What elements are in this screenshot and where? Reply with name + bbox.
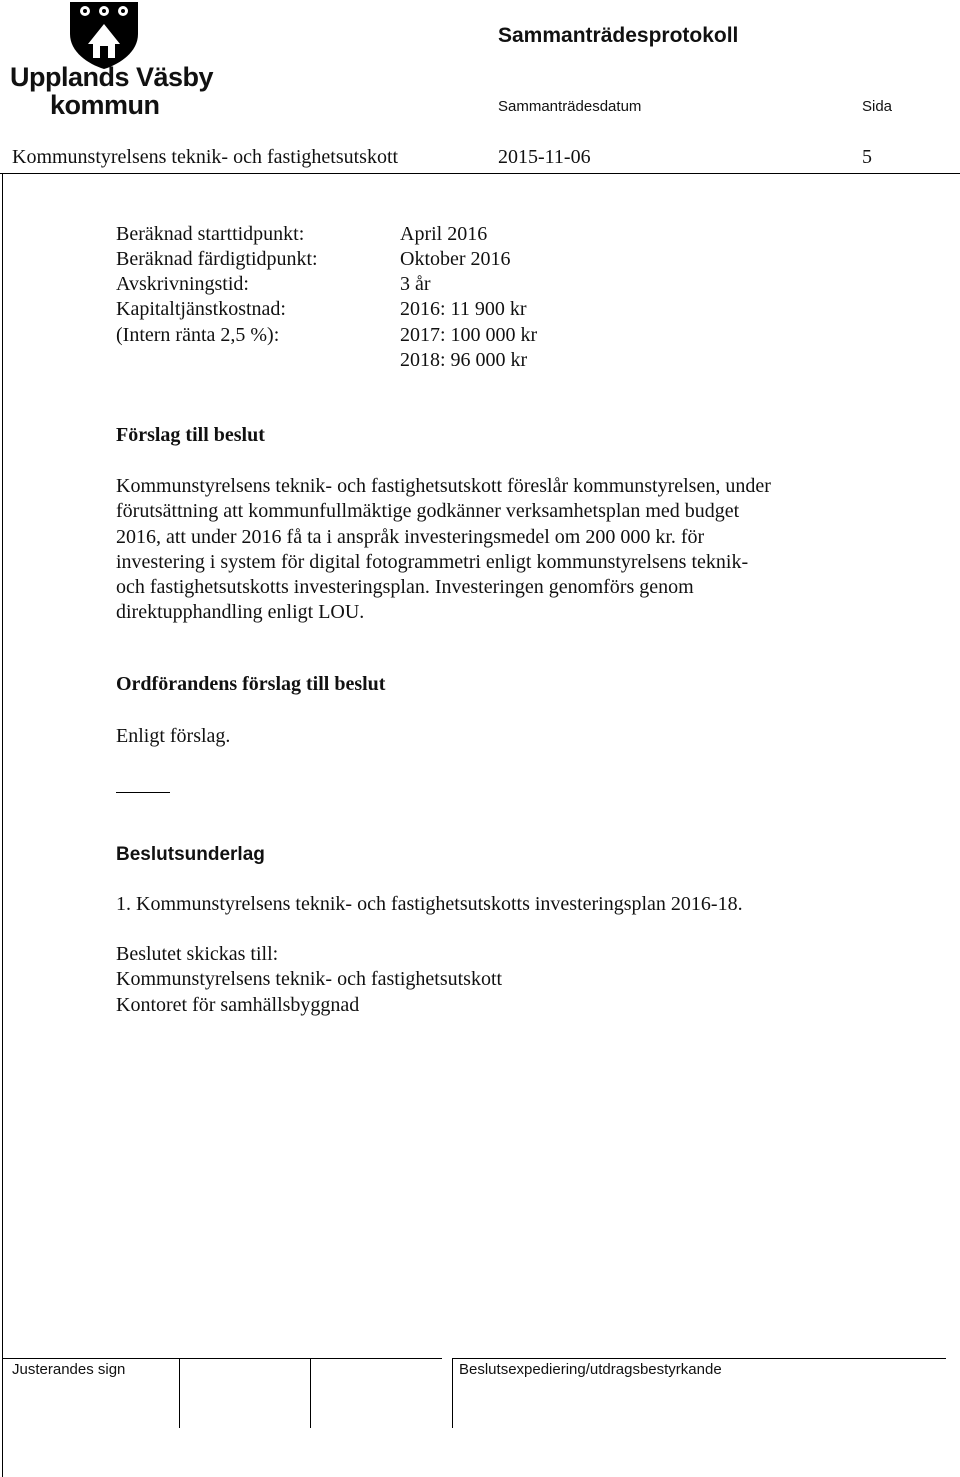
header-divider (0, 173, 960, 174)
distribution-heading: Beslutet skickas till: (116, 943, 279, 965)
municipality-logo (10, 0, 214, 125)
detail-label: Beräknad starttidpunkt: (116, 223, 305, 245)
proposal-text (116, 474, 816, 626)
detail-value: 2017: 100 000 kr (400, 324, 538, 346)
distribution-recipient: Kontoret för samhällsbyggnad (116, 994, 360, 1016)
chair-proposal-heading: Ordförandens förslag till beslut (116, 673, 386, 695)
expedition-label: Beslutsexpediering/utdragsbestyrkande (459, 1361, 722, 1378)
committee-name: Kommunstyrelsens teknik- och fastighetsutskott (12, 146, 399, 168)
page-label: Sida (862, 98, 893, 115)
detail-label: Beräknad färdigtidpunkt: (116, 248, 318, 270)
detail-value: 3 år (400, 273, 431, 295)
logo-name-line2: kommun (50, 90, 160, 120)
detail-value: 2016: 11 900 kr (400, 298, 527, 320)
proposal-line: 2016, att under 2016 få ta i anspråk investeringsmedel om 200 000 kr. för (116, 525, 705, 548)
proposal-line: Kommunstyrelsens teknik- och fastighetsutskott föreslår kommunstyrelsen, under (116, 475, 771, 497)
section-separator (116, 792, 170, 793)
proposal-heading: Förslag till beslut (116, 424, 265, 446)
signature-label: Justerandes sign (12, 1361, 126, 1378)
page-number: 5 (862, 146, 872, 168)
detail-label: Kapitaltjänstkostnad: (116, 298, 286, 320)
logo-name-line1: Upplands Väsby (10, 62, 214, 92)
basis-heading: Beslutsunderlag (116, 844, 265, 865)
detail-value: 2018: 96 000 kr (400, 349, 528, 371)
detail-label: (Intern ränta 2,5 %): (116, 324, 280, 346)
proposal-line: förutsättning att kommunfullmäktige godkänner verksamhetsplan med budget (116, 500, 740, 523)
municipal-coat-of-arms-icon (68, 0, 140, 70)
document-title: Sammanträdesprotokoll (498, 24, 739, 47)
signature-box-divider (310, 1358, 311, 1428)
proposal-line: investering i system för digital fotogrammetri enligt kommunstyrelsens teknik- (116, 550, 749, 573)
detail-label: Avskrivningstid: (116, 273, 249, 295)
basis-item: 1. Kommunstyrelsens teknik- och fastighetsutskotts investeringsplan 2016-18. (116, 893, 743, 915)
footer-line-right (452, 1358, 946, 1359)
proposal-line: och fastighetsutskotts investeringsplan. Investeringen genomförs genom (116, 576, 694, 599)
meeting-date: 2015-11-06 (498, 146, 591, 168)
meeting-date-label: Sammanträdesdatum (498, 98, 642, 115)
left-margin-line (2, 173, 3, 1477)
signature-box-divider (179, 1358, 180, 1428)
footer-line-left (2, 1358, 442, 1359)
distribution-recipient: Kommunstyrelsens teknik- och fastighetsutskott (116, 968, 503, 990)
proposal-line: direktupphandling enligt LOU. (116, 601, 365, 624)
chair-proposal-text: Enligt förslag. (116, 725, 231, 747)
detail-value: April 2016 (400, 223, 488, 245)
signature-box-divider (452, 1358, 453, 1428)
detail-value: Oktober 2016 (400, 248, 511, 270)
